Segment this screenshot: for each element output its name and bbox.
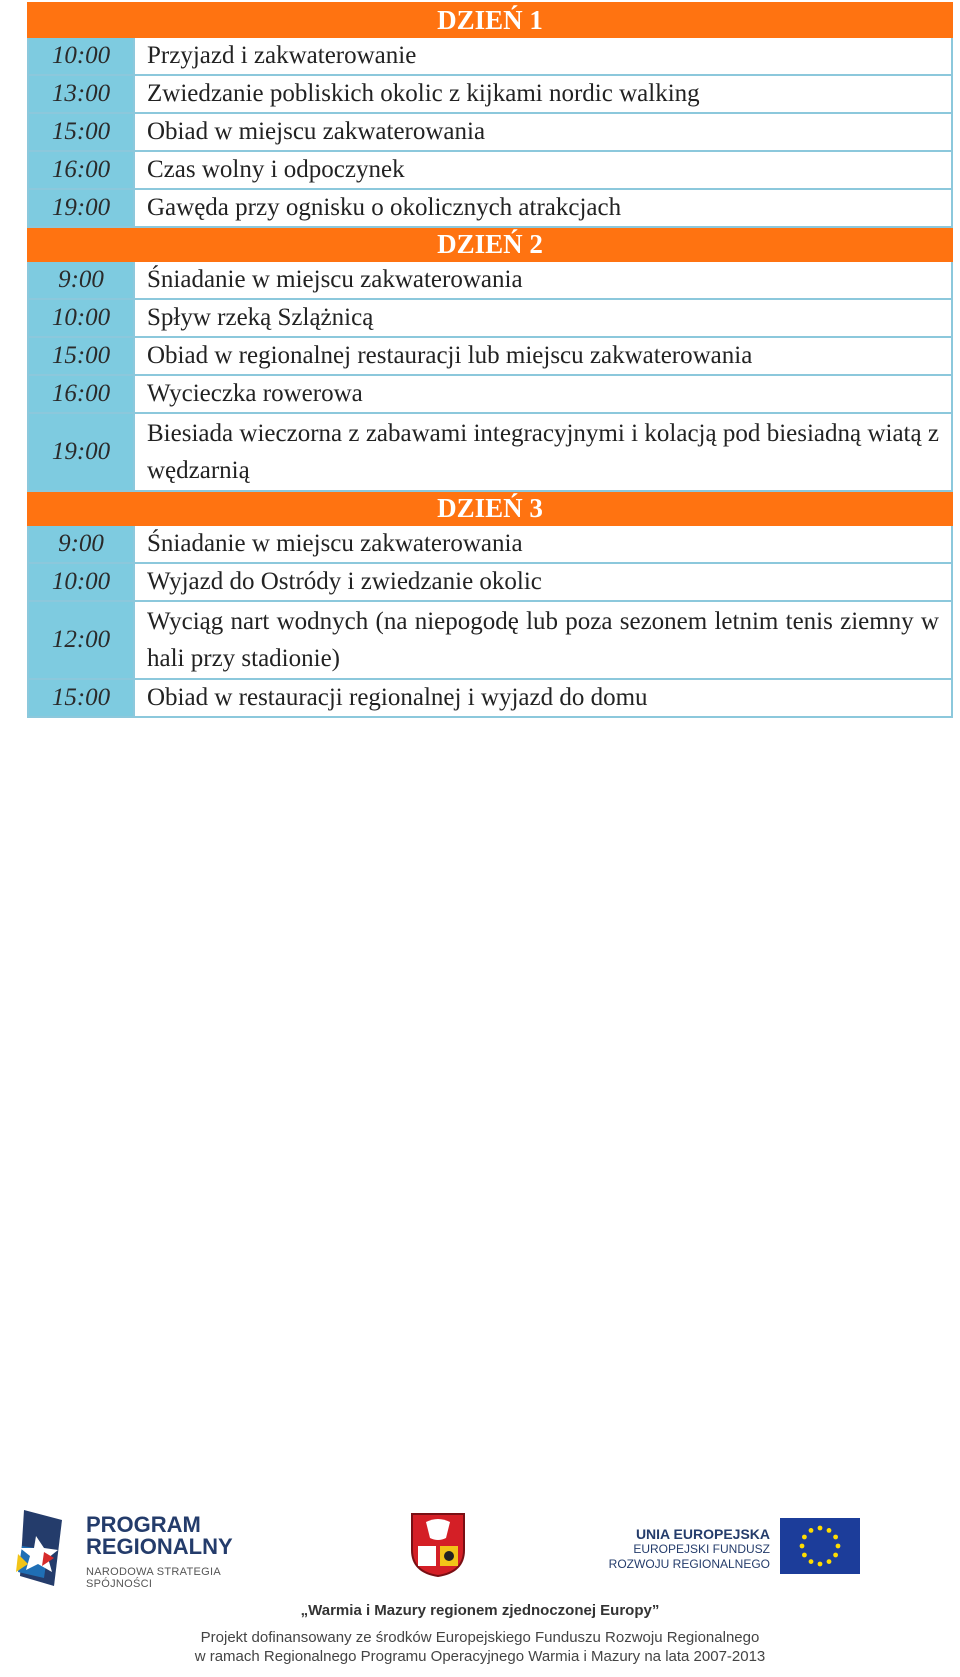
activity-cell: Gawęda przy ognisku o okolicznych atrakcjach [134,189,952,227]
program-title: PROGRAM REGIONALNY [86,1512,233,1559]
program-subtitle: NARODOWA STRATEGIA SPÓJNOŚCI [86,1566,221,1590]
time-cell: 16:00 [28,151,134,189]
activity-cell: Biesiada wieczorna z zabawami integracyjnymi i kolacją pod biesiadną wiatą z wędzarnią [134,413,952,491]
activity-cell: Obiad w regionalnej restauracji lub miejscu zakwaterowania [134,337,952,375]
program-regionalny-logo [14,1506,274,1596]
schedule-row [28,151,952,189]
time-cell: 15:00 [28,679,134,717]
time-cell: 10:00 [28,563,134,601]
warmia-mazury-crest-icon [410,1512,466,1578]
activity-cell: Wyciąg nart wodnych (na niepogodę lub poza sezonem letnim tenis ziemny w hali przy stadionie) [134,601,952,679]
time-cell: 15:00 [28,337,134,375]
activity-cell: Czas wolny i odpoczynek [134,151,952,189]
activity-cell: Wyjazd do Ostródy i zwiedzanie okolic [134,563,952,601]
activity-cell: Śniadanie w miejscu zakwaterowania [134,261,952,299]
time-cell: 19:00 [28,189,134,227]
time-cell: 9:00 [28,525,134,563]
schedule-row [28,337,952,375]
eu-flag-icon [780,1518,860,1574]
time-cell: 10:00 [28,299,134,337]
activity-cell: Obiad w restauracji regionalnej i wyjazd do domu [134,679,952,717]
activity-cell: Zwiedzanie pobliskich okolic z kijkami nordic walking [134,75,952,113]
schedule-row [28,37,952,75]
schedule-table [27,2,953,718]
schedule-row [28,113,952,151]
activity-cell: Wycieczka rowerowa [134,375,952,413]
time-cell: 19:00 [28,413,134,491]
schedule-row [28,75,952,113]
schedule-row [28,189,952,227]
schedule-row [28,261,952,299]
day-header: DZIEŃ 2 [28,227,952,261]
schedule-row [28,375,952,413]
eu-caption: UNIA EUROPEJSKA EUROPEJSKI FUNDUSZ ROZWOJU REGIONALNEGO [608,1526,770,1571]
time-cell: 16:00 [28,375,134,413]
time-cell: 9:00 [28,261,134,299]
project-funding-note: Projekt dofinansowany ze środków Europejskiego Funduszu Rozwoju Regionalnego w ramach Regionalnego Programu Operacyjnego Warmia i Mazury na lata 2007-2013 [194,1629,766,1665]
program-regionalny-emblem-icon [14,1506,78,1590]
schedule-row [28,679,952,717]
footer-logos [0,1500,960,1677]
time-cell: 10:00 [28,37,134,75]
activity-cell: Spływ rzeką Szlążnicą [134,299,952,337]
time-cell: 12:00 [28,601,134,679]
activity-cell: Przyjazd i zakwaterowanie [134,37,952,75]
time-cell: 15:00 [28,113,134,151]
day-header: DZIEŃ 1 [28,3,952,37]
motto-text: „Warmia i Mazury regionem zjednoczonej Europy” [300,1602,660,1619]
schedule-row [28,413,952,491]
activity-cell: Śniadanie w miejscu zakwaterowania [134,525,952,563]
time-cell: 13:00 [28,75,134,113]
activity-cell: Obiad w miejscu zakwaterowania [134,113,952,151]
day-header: DZIEŃ 3 [28,491,952,525]
schedule-row [28,563,952,601]
schedule-row [28,525,952,563]
schedule-row [28,601,952,679]
schedule-row [28,299,952,337]
